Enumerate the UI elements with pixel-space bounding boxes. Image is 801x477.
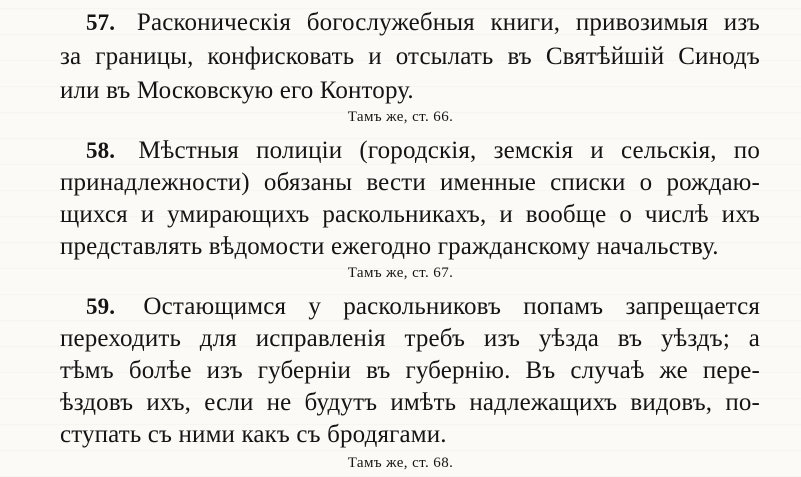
article-59-line-5: ступать съ ними какъ съ бродягами. bbox=[60, 421, 447, 448]
article-57-number: 57. bbox=[86, 10, 116, 35]
article-58-text-1: Мѣстныя полиціи (городскія, земскія и сельскія, по bbox=[138, 137, 760, 164]
article-59-text-1: Остающимся у раскольниковъ попамъ запрещается bbox=[143, 293, 760, 320]
article-59-line-4: ѣздовъ ихъ, если не будутъ имѣть надлежащихъ видовъ, по- bbox=[60, 389, 760, 416]
article-58-line-3: щихся и умирающихъ раскольникахъ, и вообще о числѣ ихъ bbox=[60, 201, 760, 228]
article-58-number: 58. bbox=[86, 138, 116, 163]
article-59-number: 59. bbox=[86, 294, 116, 319]
article-57-line-1 bbox=[86, 8, 760, 38]
article-57-line-2: за границы, конфисковать и отсылать въ Святѣйшій Синодъ bbox=[60, 43, 760, 70]
article-57-line-3: или въ Московскую его Контору. bbox=[60, 77, 414, 104]
article-58-source: Тамъ же, ст. 67. bbox=[347, 265, 454, 281]
article-58-line-4: представлять вѣдомости ежегодно гражданскому начальству. bbox=[60, 233, 719, 260]
article-59-source: Тамъ же, ст. 68. bbox=[347, 455, 454, 471]
article-59-line-2: переходить для исправленія требъ изъ уѣзда въ уѣздъ; а bbox=[60, 325, 760, 352]
article-59-line-3: тѣмъ болѣе изъ губерніи въ губернію. Въ случаѣ же пере- bbox=[60, 357, 760, 384]
article-58-line-2: принадлежности) обязаны вести именные списки о рождаю- bbox=[60, 169, 760, 196]
article-59-line-1 bbox=[86, 292, 760, 322]
article-58-line-1 bbox=[86, 136, 760, 166]
article-57-text-1: Расконическія богослужебныя книги, привозимыя изъ bbox=[136, 9, 761, 36]
article-57-source: Тамъ же, ст. 66. bbox=[347, 109, 454, 125]
